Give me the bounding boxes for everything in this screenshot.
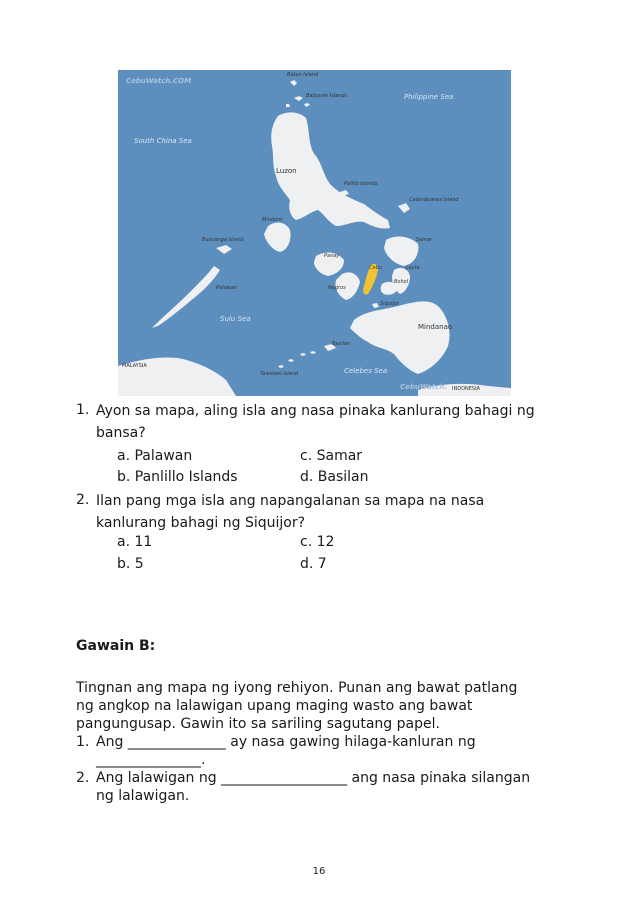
map-watermark-top: CebuWatch.COM xyxy=(126,77,192,85)
label-samar: Samar xyxy=(416,237,433,243)
philippines-map xyxy=(118,70,511,396)
item-number: 2. xyxy=(76,770,90,786)
label-busuanga: Busuanga Island xyxy=(202,237,244,243)
label-babuyan: Babuyan Islands xyxy=(306,93,348,99)
option-a: a. Palawan xyxy=(117,448,193,464)
question-number: 2. xyxy=(76,492,90,508)
intro-line-1: Tingnan ang mapa ng iyong rehiyon. Punan ang bawat patlang xyxy=(76,680,518,696)
label-south-china-sea: South China Sea xyxy=(134,137,192,145)
label-palawan: Palawan xyxy=(216,285,237,291)
question-text-line1: Ayon sa mapa, aling isla ang nasa pinaka kanlurang bahagi ng xyxy=(96,403,535,419)
label-negros: Negros xyxy=(328,285,346,291)
label-catanduanes: Catanduanes Island xyxy=(409,197,459,203)
label-siquijor: Siquijor xyxy=(380,301,399,307)
item-text-line1: Ang lalawigan ng __________________ ang nasa pinaka silangan xyxy=(96,770,531,786)
sea-background xyxy=(118,70,511,396)
option-a: a. 11 xyxy=(117,534,153,550)
section-heading: Gawain B: xyxy=(76,638,156,654)
label-celebes-sea: Celebes Sea xyxy=(344,367,388,375)
label-mindanao: Mindanao xyxy=(418,323,453,331)
question-text-line2: kanlurang bahagi ng Siquijor? xyxy=(96,515,306,531)
intro-line-2: ng angkop na lalawigan upang maging wasto ang bawat xyxy=(76,698,473,714)
question-text-line2: bansa? xyxy=(96,425,146,441)
item-text-line2: ng lalawigan. xyxy=(96,788,190,804)
label-luzon: Luzon xyxy=(276,167,297,175)
label-basilan: Basilan xyxy=(332,341,351,347)
item-number: 1. xyxy=(76,734,90,750)
map-watermark-bottom: CebuWatch. xyxy=(400,383,447,391)
option-b: b. 5 xyxy=(117,556,144,572)
item-text-line1: Ang ______________ ay nasa gawing hilaga-kanluran ng xyxy=(96,734,476,750)
label-cebu: Cebu xyxy=(369,265,382,271)
map-graphic xyxy=(118,70,511,396)
option-d: d. 7 xyxy=(300,556,327,572)
option-b: b. Panlillo Islands xyxy=(117,469,238,485)
label-panay: Panay xyxy=(324,253,340,259)
label-philippine-sea: Philippine Sea xyxy=(404,93,454,101)
label-batan: Batan Island xyxy=(287,72,319,78)
option-d: d. Basilan xyxy=(300,469,369,485)
label-leyte: Leyte xyxy=(406,265,420,271)
question-text-line1: Ilan pang mga isla ang napangalanan sa mapa na nasa xyxy=(96,493,485,509)
label-sulu-sea: Sulu Sea xyxy=(220,315,251,323)
label-bohol: Bohol xyxy=(394,279,409,285)
page-number: 16 xyxy=(312,866,326,877)
item-text-line2: _______________. xyxy=(96,752,206,768)
intro-line-3: pangungusap. Gawin ito sa sariling sagutang papel. xyxy=(76,716,440,732)
label-mindoro: Mindoro xyxy=(262,217,283,223)
option-c: c. 12 xyxy=(300,534,335,550)
label-tawitawi: Tawitawi Island xyxy=(260,371,299,377)
label-malaysia: MALAYSIA xyxy=(122,363,147,369)
option-c: c. Samar xyxy=(300,448,363,464)
label-polillo: Polillo Islands xyxy=(344,181,378,187)
label-indonesia: INDONESIA xyxy=(452,386,480,392)
question-number: 1. xyxy=(76,402,90,418)
